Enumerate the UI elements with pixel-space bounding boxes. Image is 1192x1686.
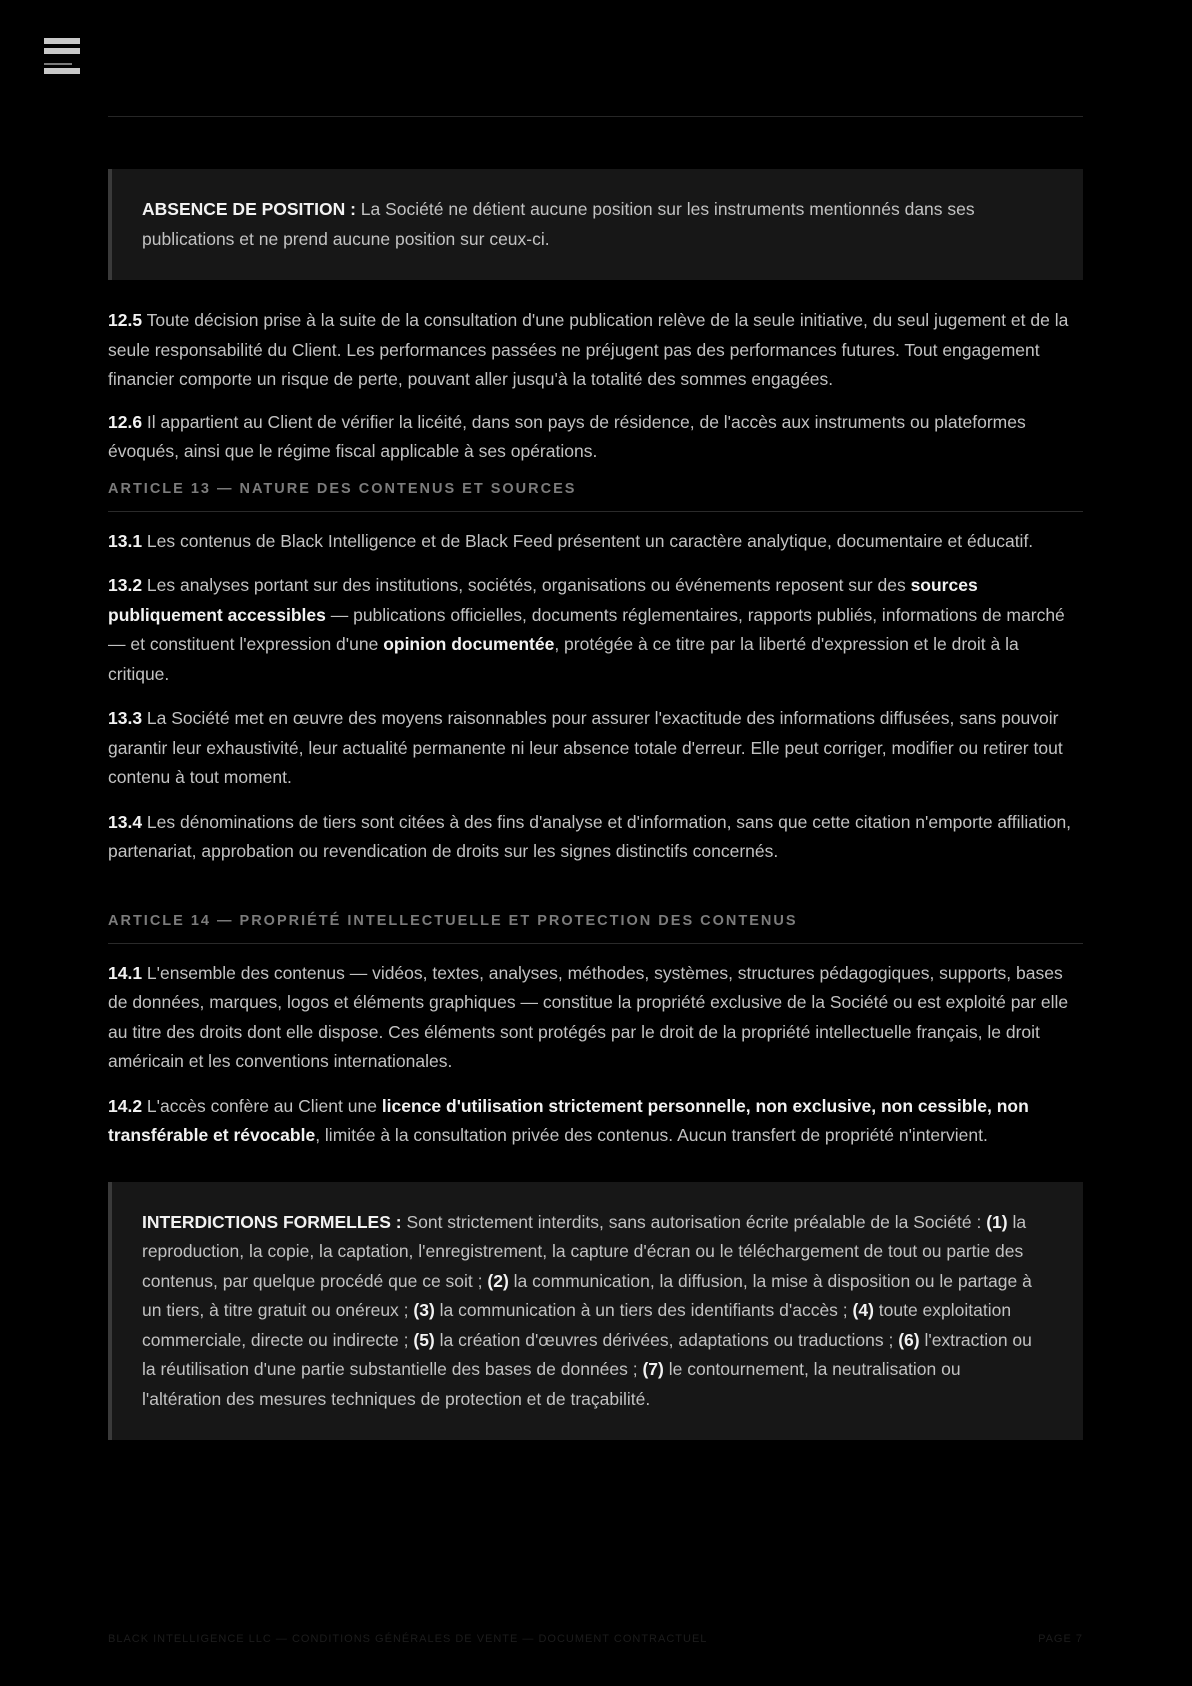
callout-text: toute exploitation commerciale, directe ou indirecte ; xyxy=(142,1300,1012,1350)
callout-absence-de-position xyxy=(108,169,1083,280)
document-content xyxy=(108,116,1083,1440)
clause-14-2 xyxy=(108,1092,1083,1151)
article-14-heading: ARTICLE 14 — PROPRIÉTÉ INTELLECTUELLE ET PROTECTION DES CONTENUS xyxy=(108,913,1083,944)
clause-text: L'accès confère au Client une xyxy=(142,1095,382,1116)
item-number: (4) xyxy=(852,1300,874,1320)
menu-bar-accent xyxy=(44,63,72,65)
menu-bar xyxy=(44,48,80,54)
callout-text: Sont strictement interdits, sans autorisation écrite préalable de la Société : xyxy=(401,1211,987,1232)
clause-text: , protégée à ce titre par la liberté d'expression et le droit à la critique. xyxy=(108,634,1019,684)
clause-13-1 xyxy=(108,527,1083,557)
footer-page-number: PAGE 7 xyxy=(1038,1633,1083,1645)
article-13-heading: ARTICLE 13 — NATURE DES CONTENUS ET SOURCES xyxy=(108,481,1083,512)
clause-text: Les analyses portant sur des institutions, sociétés, organisations ou événements reposent sur des xyxy=(142,575,911,595)
clause-12-5 xyxy=(108,306,1083,395)
clause-number: 13.1 xyxy=(108,530,143,551)
clause-text: , limitée à la consultation privée des contenus. Aucun transfert de propriété n'intervient. xyxy=(315,1125,988,1145)
clause-13-4 xyxy=(108,808,1083,867)
footer-document-title: BLACK INTELLIGENCE LLC — CONDITIONS GÉNÉRALES DE VENTE — DOCUMENT CONTRACTUEL xyxy=(108,1633,708,1645)
callout-interdictions-formelles xyxy=(108,1182,1083,1441)
clause-emphasis: sources publiquement accessibles xyxy=(108,575,978,625)
callout-text: le contournement, la neutralisation ou l'altération des mesures techniques de protection et de traçabilité. xyxy=(142,1359,961,1409)
item-number: (5) xyxy=(413,1329,435,1350)
item-number: (2) xyxy=(487,1270,509,1291)
callout-lead: INTERDICTIONS FORMELLES : xyxy=(142,1211,402,1232)
clause-number: 12.5 xyxy=(108,310,143,330)
clause-13-3 xyxy=(108,704,1083,793)
clause-text: Toute décision prise à la suite de la consultation d'une publication relève de la seule initiative, du seul jugement et de la seule responsabilité du Client. Les performances passées ne préjugent pas des performances futures. Tout engagement financier comporte un risque de perte, pouvant aller jusqu'à la totalité des sommes engagées. xyxy=(108,310,1069,389)
clause-number: 13.3 xyxy=(108,708,143,728)
callout-text: La Société ne détient aucune position sur les instruments mentionnés dans ses publications et ne prend aucune position sur ceux-ci. xyxy=(142,199,975,249)
clause-emphasis: opinion documentée xyxy=(383,634,555,654)
clause-number: 13.4 xyxy=(108,811,143,832)
callout-lead: ABSENCE DE POSITION : xyxy=(142,199,356,219)
clause-number: 14.2 xyxy=(108,1095,143,1116)
clause-number: 13.2 xyxy=(108,575,143,595)
item-number: (6) xyxy=(898,1329,920,1350)
clause-12-6 xyxy=(108,408,1083,467)
clause-text: Il appartient au Client de vérifier la licéité, dans son pays de résidence, de l'accès aux instruments ou plateformes évoqués, ainsi que le régime fiscal applicable à ses opérations. xyxy=(108,411,1026,461)
clause-14-1 xyxy=(108,959,1083,1077)
menu-bar xyxy=(44,68,80,74)
clause-text: Les dénominations de tiers sont citées à des fins d'analyse et d'information, sans que cette citation n'emporte affiliation, partenariat, approbation ou revendication de droits sur les signes distinctifs concernés. xyxy=(108,811,1072,861)
clause-number: 14.1 xyxy=(108,962,143,983)
hamburger-menu-icon[interactable] xyxy=(44,38,82,76)
menu-bar xyxy=(44,38,80,44)
clause-text: — publications officielles, documents réglementaires, rapports publiés, informations de marché — et constituent l'expression d'une xyxy=(108,604,1065,654)
top-divider xyxy=(108,116,1083,117)
callout-text: la communication à un tiers des identifiants d'accès ; xyxy=(434,1300,853,1320)
clause-number: 12.6 xyxy=(108,411,143,432)
item-number: (7) xyxy=(642,1359,664,1379)
clause-text: Les contenus de Black Intelligence et de Black Feed présentent un caractère analytique, documentaire et éducatif. xyxy=(142,530,1034,551)
callout-text: la communication, la diffusion, la mise à disposition ou le partage à un tiers, à titre gratuit ou onéreux ; xyxy=(142,1270,1032,1320)
callout-text: la reproduction, la copie, la captation, l'enregistrement, la capture d'écran ou le téléchargement de tout ou partie des contenus, par quelque procédé que ce soit ; xyxy=(142,1211,1027,1291)
item-number: (1) xyxy=(986,1211,1008,1232)
callout-text: la création d'œuvres dérivées, adaptations ou traductions ; xyxy=(434,1329,899,1350)
callout-text: l'extraction ou la réutilisation d'une partie substantielle des bases de données ; xyxy=(142,1329,1032,1379)
clause-text: L'ensemble des contenus — vidéos, textes, analyses, méthodes, systèmes, structures pédagogiques, supports, bases de données, marques, logos et éléments graphiques — constitue la propriété exclusive de la Société ou est exploité par elle au titre des droits dont elle dispose. Ces éléments sont protégés par le droit de la propriété intellectuelle français, le droit américain et les conventions internationales. xyxy=(108,962,1069,1071)
clause-13-2 xyxy=(108,571,1083,689)
clause-emphasis: licence d'utilisation strictement personnelle, non exclusive, non cessible, non transférable et révocable xyxy=(108,1095,1029,1145)
item-number: (3) xyxy=(413,1300,435,1320)
clause-text: La Société met en œuvre des moyens raisonnables pour assurer l'exactitude des informations diffusées, sans pouvoir garantir leur exhaustivité, leur actualité permanente ni leur absence totale d'erreur. Elle peut corriger, modifier ou retirer tout contenu à tout moment. xyxy=(108,708,1063,787)
